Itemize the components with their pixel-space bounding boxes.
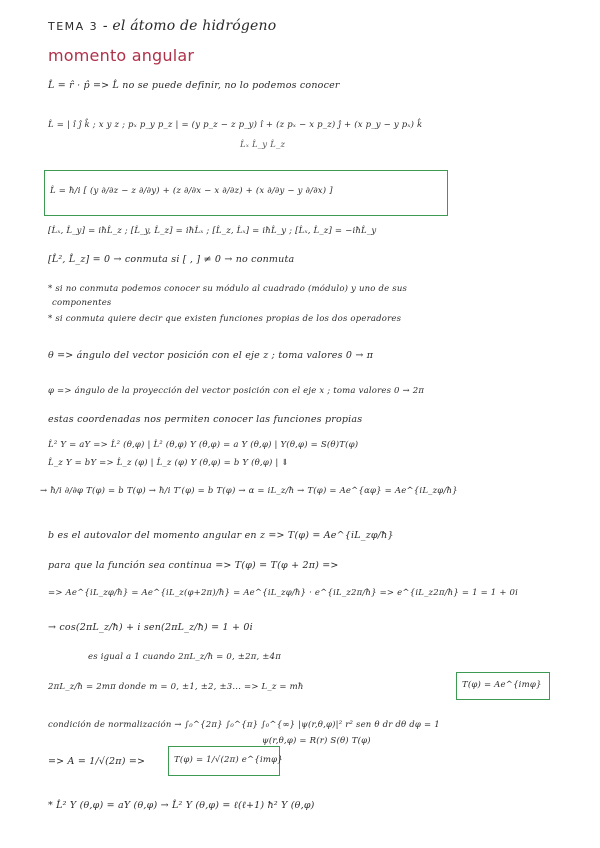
tema-label: TEMA 3 [48, 20, 99, 33]
line-1: L̂ = r̂ · p̂ => L̂ no se puede definir, no lo podemos conocer [48, 80, 340, 91]
tphi-result: T(φ) = Ae^{imφ} [462, 680, 542, 690]
line-15: para que la función sea continua => T(φ) = T(φ + 2π) => [48, 560, 339, 571]
line-11: L̂² Y = aY => L̂² (θ,φ) | L̂² (θ,φ) Y (θ,φ) = a Y (θ,φ) | Y(θ,φ) = S(θ)T(φ) [48, 440, 359, 450]
line-13: → ħ/i ∂/∂φ T(φ) = b T(φ) → ħ/i T′(φ) = b T(φ) → α = iL_z/ħ → T(φ) = Ae^{αφ} = Ae^{iL_zφ/ħ} [40, 486, 458, 496]
line-7: * si conmuta quiere decir que existen funciones propias de los dos operadores [48, 314, 402, 324]
line-6: * si no conmuta podemos conocer su módulo al cuadrado (módulo) y uno de sus [48, 284, 408, 294]
line-10: estas coordenadas nos permiten conocer las funciones propias [48, 414, 363, 425]
normalized-result: T(φ) = 1/√(2π) e^{imφ} [174, 755, 283, 765]
page-title [48, 18, 276, 34]
line-19: 2πL_z/ħ = 2mπ donde m = 0, ±1, ±2, ±3... => L_z = mħ [48, 682, 304, 692]
line-8: θ => ángulo del vector posición con el eje z ; toma valores 0 → π [48, 350, 374, 361]
line-16: => Ae^{iL_zφ/ħ} = Ae^{iL_z(φ+2π)/ħ} = Ae^{iL_zφ/ħ} · e^{iL_z2π/ħ} => e^{iL_z2π/ħ} = 1 = 1 + 0i [48, 588, 519, 598]
line-9: φ => ángulo de la proyección del vector posición con el eje x ; toma valores 0 → 2π [48, 386, 425, 396]
section-heading: momento angular [48, 46, 195, 65]
line-5: [L̂², L̂_z] = 0 → conmuta si [ , ] ≠ 0 → no conmuta [48, 254, 295, 265]
line-20b: ψ(r,θ,φ) = R(r) S(θ) T(φ) [262, 736, 371, 746]
title-subject: el átomo de hidrógeno [112, 18, 277, 34]
line-22: * L̂² Y (θ,φ) = aY (θ,φ) → L̂² Y (θ,φ) = ℓ(ℓ+1) ħ² Y (θ,φ) [48, 800, 315, 811]
line-6b: componentes [52, 298, 112, 308]
line-3: L̂ = ħ/i [ (y ∂/∂z − z ∂/∂y) + (z ∂/∂x − x ∂/∂z) + (x ∂/∂y − y ∂/∂x) ] [50, 186, 333, 196]
line-20: condición de normalización → ∫₀^{2π} ∫₀^{π} ∫₀^{∞} |ψ(r,θ,φ)|² r² sen θ dr dθ dφ = 1 [48, 720, 440, 730]
title-dash: - [98, 18, 113, 34]
line-4: [L̂ₓ, L̂_y] = iħL̂_z ; [L̂_y, L̂_z] = iħL̂ₓ ; [L̂_z, L̂ₓ] = iħL̂_y ; [L̂ₓ, L̂_z] = −iħL̂_y [48, 226, 377, 236]
line-2-labels: L̂ₓ L̂_y L̂_z [240, 140, 286, 150]
line-14: b es el autovalor del momento angular en z => T(φ) = Ae^{iL_zφ/ħ} [48, 530, 394, 541]
line-12: L̂_z Y = bY => L̂_z (φ) | L̂_z (φ) Y (θ,φ) = b Y (θ,φ) | ⇓ [48, 458, 289, 468]
line-2: L̂ = | î ĵ k̂ ; x y z ; pₓ p_y p_z | = (y p_z − z p_y) î + (z pₓ − x p_z) ĵ + (x p_y − y pₓ) k̂ [48, 120, 423, 130]
line-21: => A = 1/√(2π) => [48, 756, 146, 767]
line-18: es igual a 1 cuando 2πL_z/ħ = 0, ±2π, ±4π [88, 652, 282, 662]
line-17: → cos(2πL_z/ħ) + i sen(2πL_z/ħ) = 1 + 0i [48, 622, 253, 633]
